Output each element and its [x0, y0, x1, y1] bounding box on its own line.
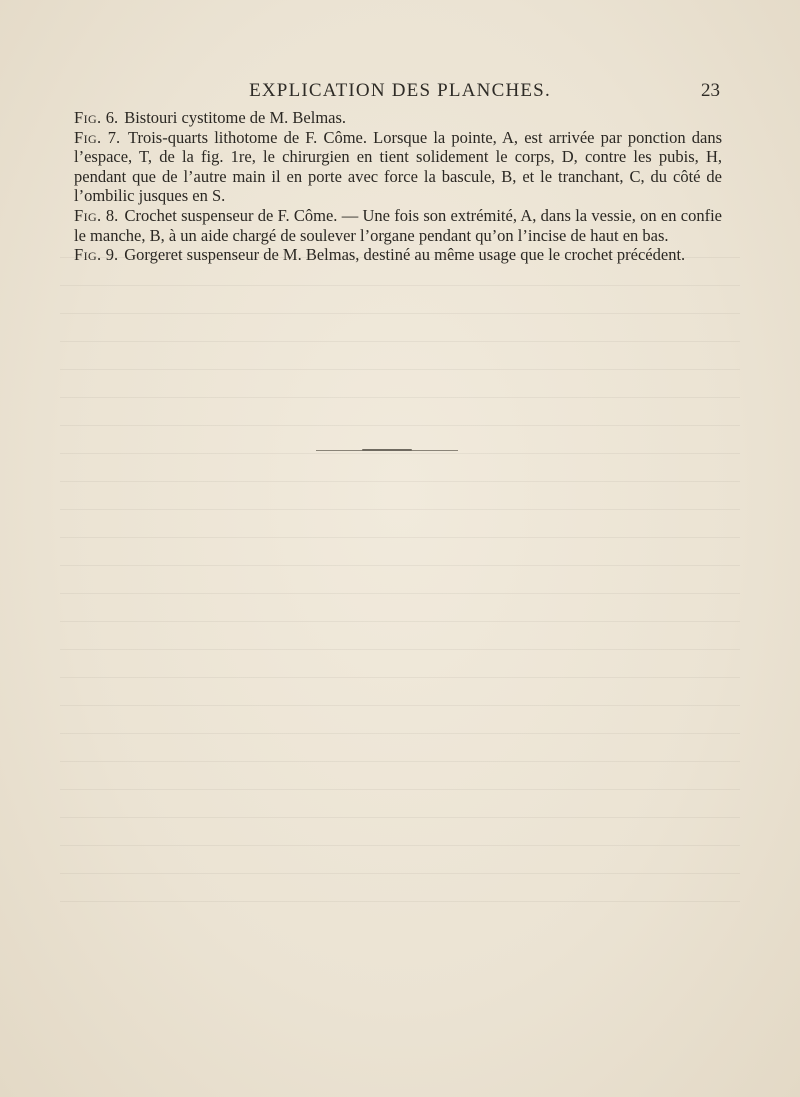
figure-label: Fig.: [74, 245, 102, 265]
figure-entry-7: [74, 128, 722, 206]
figure-label: Fig.: [74, 205, 102, 225]
running-title: EXPLICATION DES PLANCHES.: [249, 80, 551, 101]
figure-explanations: [74, 108, 722, 265]
figure-entry-6: [74, 108, 722, 128]
figure-number: 9.: [105, 245, 119, 265]
figure-entry-8: [74, 206, 722, 245]
figure-description: Bistouri cystitome de M. Belmas.: [124, 108, 347, 127]
page-header: [0, 80, 800, 106]
figure-entry-9: [74, 245, 722, 265]
section-divider-rule: [316, 450, 458, 451]
figure-description: Crochet suspenseur de F. Côme. — Une fois son extrémité, A, dans la vessie, on en confie le manche, B, à un aide chargé de soulever l’organe pendant qu’on l’incise de haut en bas.: [74, 205, 723, 245]
figure-number: 6.: [105, 108, 119, 127]
figure-description: Gorgeret suspenseur de M. Belmas, destiné au même usage que le crochet précédent.: [124, 245, 686, 265]
page-number: 23: [701, 80, 720, 101]
bleed-through-texture: [60, 240, 740, 920]
figure-number: 8.: [105, 205, 119, 225]
figure-label: Fig.: [74, 127, 102, 147]
figure-description: Trois-quarts lithotome de F. Côme. Lorsque la pointe, A, est arrivée par ponction dans l’espace, T, de la fig. 1re, le chirurgien en tient solidement le corps, D, contre les pubis, H, pendant que de l’autre main il en porte avec force la bascule, B, et le tranchant, C, du côté de l’ombilic jusques en S.: [74, 127, 722, 206]
figure-label: Fig.: [74, 108, 102, 127]
figure-number: 7.: [107, 127, 121, 147]
